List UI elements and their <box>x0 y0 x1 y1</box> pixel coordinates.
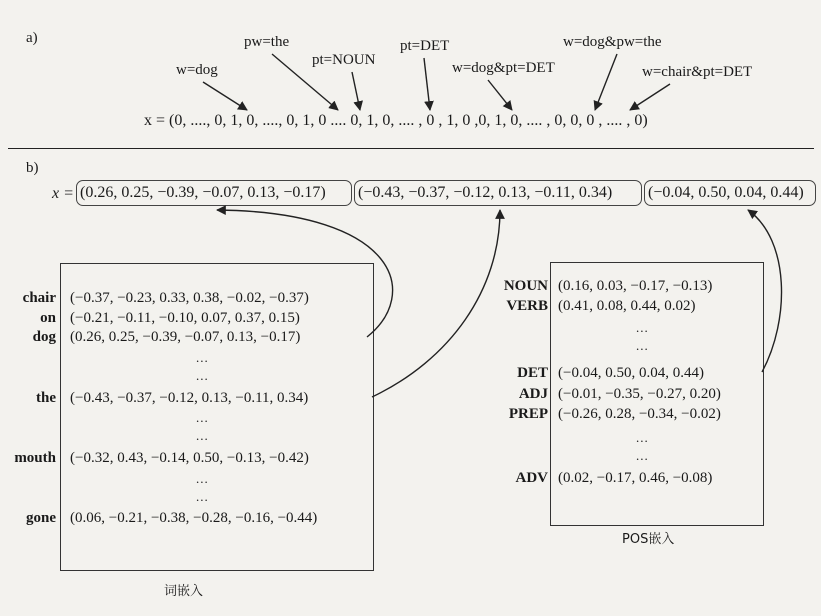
word-vector-gone: (0.06, −0.21, −0.38, −0.28, −0.16, −0.44) <box>70 510 318 526</box>
annotation-w-dog-pt-det: w=dog&pt=DET <box>452 60 555 76</box>
arrow-w-chair-pt-det <box>630 84 670 110</box>
annotation-pw-the: pw=the <box>244 34 290 50</box>
word-label-mouth: mouth <box>14 450 56 466</box>
pos-embedding-caption: POS嵌入 <box>622 532 675 547</box>
arrow-w-dog-pt-det <box>488 80 512 110</box>
pos-label-verb: VERB <box>506 298 548 314</box>
word-label-chair: chair <box>22 290 56 306</box>
word-label-the: the <box>36 390 56 406</box>
pos-segment-text: (−0.04, 0.50, 0.04, 0.44) <box>648 184 804 201</box>
word-label-dog: dog <box>32 329 56 345</box>
pos-ellipsis: ... <box>636 448 649 463</box>
word-ellipsis: ... <box>196 410 209 425</box>
pos-label-det: DET <box>517 365 548 381</box>
word-vector-dog: (0.26, 0.25, −0.39, −0.07, 0.13, −0.17) <box>70 329 301 345</box>
word-vector-chair: (−0.37, −0.23, 0.33, 0.38, −0.02, −0.37) <box>70 290 309 306</box>
pos-ellipsis: ... <box>636 430 649 445</box>
dense-vector-label: x = <box>52 185 74 202</box>
word-ellipsis: ... <box>196 489 209 504</box>
annotation-pt-det: pt=DET <box>400 38 450 54</box>
arrow-pt-noun <box>352 72 360 110</box>
arrow-w-dog-pw-the <box>595 54 617 110</box>
word-ellipsis: ... <box>196 368 209 383</box>
word-ellipsis: ... <box>196 428 209 443</box>
pos-label-prep: PREP <box>508 406 548 422</box>
pos-vector-adv: (0.02, −0.17, 0.46, −0.08) <box>558 470 713 486</box>
pos-vector-prep: (−0.26, 0.28, −0.34, −0.02) <box>558 406 721 422</box>
arrow-pt-det <box>424 58 430 110</box>
word-vector-on: (−0.21, −0.11, −0.10, 0.07, 0.37, 0.15) <box>70 310 300 326</box>
annotation-pt-noun: pt=NOUN <box>312 52 376 68</box>
word-vector-mouth: (−0.32, 0.43, −0.14, 0.50, −0.13, −0.42) <box>70 450 309 466</box>
word-embedding-caption: 词嵌入 <box>164 584 204 599</box>
arrow-det-to-vector <box>748 210 782 372</box>
pos-vector-adj: (−0.01, −0.35, −0.27, 0.20) <box>558 386 721 402</box>
word-ellipsis: ... <box>196 471 209 486</box>
word-vector-the: (−0.43, −0.37, −0.12, 0.13, −0.11, 0.34) <box>70 390 309 406</box>
sparse-feature-vector: x = (0, ...., 0, 1, 0, ...., 0, 1, 0 .... 0, 1, 0, .... , 0 , 1, 0 ,0, 1, 0, .... , 0, 0, 0 , .... , 0) <box>144 112 648 129</box>
pos-label-adv: ADV <box>515 470 548 486</box>
part-b-label: b) <box>26 160 39 176</box>
word-ellipsis: ... <box>196 350 209 365</box>
part-a-label: a) <box>26 30 38 46</box>
word-segment-text: (0.26, 0.25, −0.39, −0.07, 0.13, −0.17) <box>80 184 326 201</box>
pos-ellipsis: ... <box>636 320 649 335</box>
annotation-w-chair-pt-det: w=chair&pt=DET <box>642 64 753 80</box>
prev-word-segment-text: (−0.43, −0.37, −0.12, 0.13, −0.11, 0.34) <box>358 184 613 201</box>
pos-vector-det: (−0.04, 0.50, 0.04, 0.44) <box>558 365 704 381</box>
annotation-w-dog-pw-the: w=dog&pw=the <box>563 34 662 50</box>
annotation-w-dog: w=dog <box>176 62 218 78</box>
pos-ellipsis: ... <box>636 338 649 353</box>
arrow-w-dog <box>203 82 247 110</box>
arrow-pw-the <box>272 54 338 110</box>
pos-label-adj: ADJ <box>518 386 548 402</box>
word-label-gone: gone <box>26 510 56 526</box>
pos-vector-noun: (0.16, 0.03, −0.17, −0.13) <box>558 278 713 294</box>
word-label-on: on <box>40 310 56 326</box>
pos-vector-verb: (0.41, 0.08, 0.44, 0.02) <box>558 298 696 314</box>
pos-label-noun: NOUN <box>503 278 548 294</box>
arrow-dog-to-vector <box>217 210 393 337</box>
